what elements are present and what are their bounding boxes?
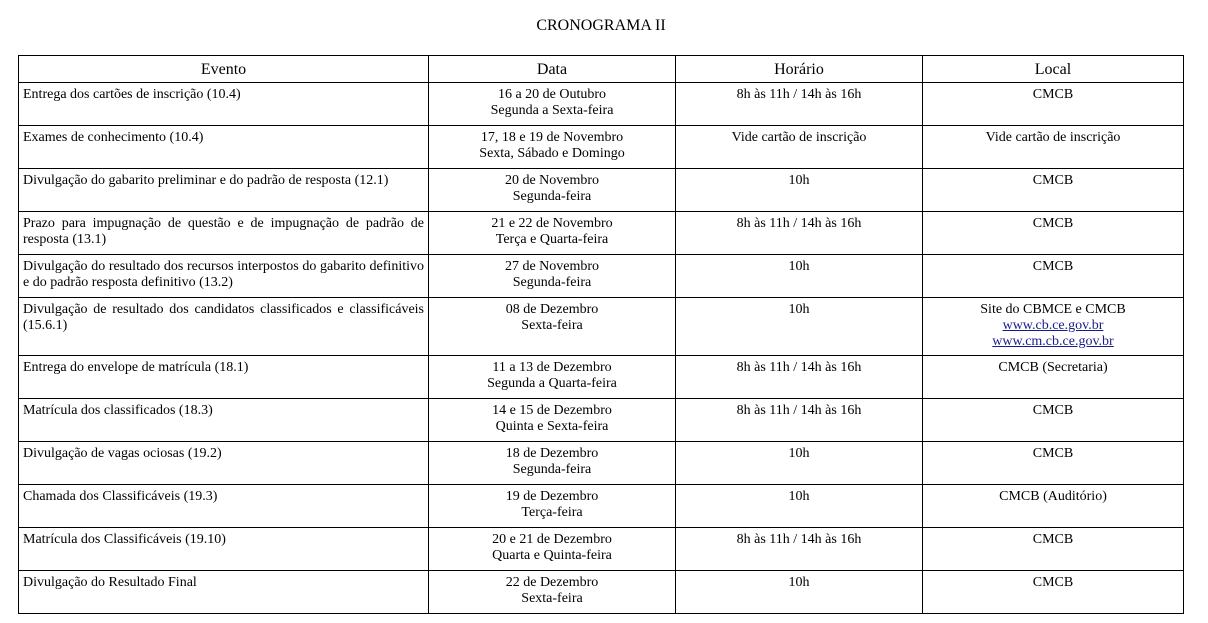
table-row: [19, 399, 1184, 442]
date-text: 19 de Dezembro: [505, 489, 599, 504]
weekday-text: Terça-feira: [521, 505, 583, 520]
local-text: CMCB: [1032, 575, 1074, 590]
local-text: CMCB: [1032, 259, 1074, 274]
data-cell: [429, 442, 676, 485]
data-cell: [429, 212, 676, 255]
local-cell: [923, 126, 1184, 169]
table-row: [19, 255, 1184, 298]
date-text: 14 e 15 de Dezembro: [492, 403, 612, 418]
local-cell: [923, 528, 1184, 571]
horario-cell: 10h: [676, 571, 923, 614]
local-cell: [923, 212, 1184, 255]
weekday-text: Sexta-feira: [521, 318, 583, 333]
table-row: [19, 298, 1184, 356]
evento-cell: Divulgação do Resultado Final: [19, 571, 429, 614]
page-title: CRONOGRAMA II: [536, 17, 666, 34]
horario-cell: 8h às 11h / 14h às 16h: [676, 212, 923, 255]
local-text: CMCB (Auditório): [999, 489, 1107, 504]
table-header-row: [19, 56, 1184, 83]
weekday-text: Segunda-feira: [512, 189, 592, 204]
horario-cell: 10h: [676, 255, 923, 298]
weekday-text: Terça e Quarta-feira: [495, 232, 609, 247]
horario-cell: 8h às 11h / 14h às 16h: [676, 83, 923, 126]
data-cell: [429, 255, 676, 298]
date-text: 20 e 21 de Dezembro: [492, 532, 612, 547]
horario-cell: 10h: [676, 169, 923, 212]
evento-cell: Entrega dos cartões de inscrição (10.4): [19, 83, 429, 126]
schedule-table: [18, 55, 1184, 614]
evento-cell: Divulgação do resultado dos recursos interpostos do gabarito definitivo e do padrão resposta definitivo (13.2): [19, 255, 429, 298]
horario-cell: 10h: [676, 485, 923, 528]
local-text: CMCB: [1032, 173, 1074, 188]
column-header-local: Local: [923, 56, 1184, 83]
local-cell: [923, 298, 1184, 356]
date-text: 16 a 20 de Outubro: [497, 87, 607, 102]
date-text: 18 de Dezembro: [505, 446, 599, 461]
table-row: [19, 442, 1184, 485]
column-header-data: Data: [429, 56, 676, 83]
weekday-text: Sexta-feira: [521, 591, 583, 606]
weekday-text: Segunda a Sexta-feira: [490, 103, 614, 118]
local-cell: [923, 485, 1184, 528]
evento-cell: Matrícula dos classificados (18.3): [19, 399, 429, 442]
table-row: [19, 528, 1184, 571]
local-text: Vide cartão de inscrição: [985, 130, 1121, 145]
evento-cell: Chamada dos Classificáveis (19.3): [19, 485, 429, 528]
evento-cell: Entrega do envelope de matrícula (18.1): [19, 356, 429, 399]
local-text: CMCB: [1032, 216, 1074, 231]
table-row: [19, 169, 1184, 212]
local-text: CMCB (Secretaria): [998, 360, 1108, 375]
evento-cell: Matrícula dos Classificáveis (19.10): [19, 528, 429, 571]
data-cell: [429, 485, 676, 528]
local-cell: [923, 399, 1184, 442]
evento-cell: Divulgação de resultado dos candidatos classificados e classificáveis (15.6.1): [19, 298, 429, 356]
table-row: [19, 485, 1184, 528]
horario-cell: 8h às 11h / 14h às 16h: [676, 528, 923, 571]
horario-cell: 10h: [676, 442, 923, 485]
weekday-text: Segunda-feira: [512, 462, 592, 477]
local-text: CMCB: [1032, 446, 1074, 461]
data-cell: [429, 571, 676, 614]
weekday-text: Sexta, Sábado e Domingo: [479, 146, 625, 161]
local-text: CMCB: [1032, 403, 1074, 418]
date-text: 11 a 13 de Dezembro: [492, 360, 612, 375]
local-text: CMCB: [1032, 532, 1074, 547]
date-text: 20 de Novembro: [504, 173, 600, 188]
local-cell: [923, 356, 1184, 399]
table-row: [19, 571, 1184, 614]
evento-cell: Exames de conhecimento (10.4): [19, 126, 429, 169]
horario-cell: 8h às 11h / 14h às 16h: [676, 356, 923, 399]
table-row: [19, 126, 1184, 169]
evento-cell: Prazo para impugnação de questão e de impugnação de padrão de resposta (13.1): [19, 212, 429, 255]
weekday-text: Quarta e Quinta-feira: [492, 548, 612, 563]
data-cell: [429, 356, 676, 399]
weekday-text: Segunda a Quarta-feira: [487, 376, 617, 391]
local-cell: [923, 83, 1184, 126]
data-cell: [429, 399, 676, 442]
table-row: [19, 212, 1184, 255]
date-text: 22 de Dezembro: [505, 575, 599, 590]
data-cell: [429, 126, 676, 169]
column-header-horario: Horário: [676, 56, 923, 83]
data-cell: [429, 83, 676, 126]
table-row: [19, 356, 1184, 399]
local-cell: [923, 255, 1184, 298]
cmcb-site-link[interactable]: www.cm.cb.ce.gov.br: [992, 334, 1114, 349]
local-cell: [923, 571, 1184, 614]
local-text: CMCB: [1032, 87, 1074, 102]
cbmce-site-link[interactable]: www.cb.ce.gov.br: [1002, 318, 1104, 333]
weekday-text: Quinta e Sexta-feira: [495, 419, 609, 434]
table-row: [19, 83, 1184, 126]
evento-cell: Divulgação do gabarito preliminar e do padrão de resposta (12.1): [19, 169, 429, 212]
local-cell: [923, 442, 1184, 485]
horario-cell: 10h: [676, 298, 923, 356]
horario-cell: Vide cartão de inscrição: [676, 126, 923, 169]
date-text: 17, 18 e 19 de Novembro: [480, 130, 624, 145]
evento-cell: Divulgação de vagas ociosas (19.2): [19, 442, 429, 485]
data-cell: [429, 528, 676, 571]
date-text: 08 de Dezembro: [505, 302, 599, 317]
date-text: 27 de Novembro: [504, 259, 600, 274]
local-text: Site do CBMCE e CMCB: [980, 302, 1126, 317]
column-header-evento: Evento: [19, 56, 429, 83]
data-cell: [429, 298, 676, 356]
data-cell: [429, 169, 676, 212]
date-text: 21 e 22 de Novembro: [491, 216, 613, 231]
horario-cell: 8h às 11h / 14h às 16h: [676, 399, 923, 442]
weekday-text: Segunda-feira: [512, 275, 592, 290]
local-cell: [923, 169, 1184, 212]
